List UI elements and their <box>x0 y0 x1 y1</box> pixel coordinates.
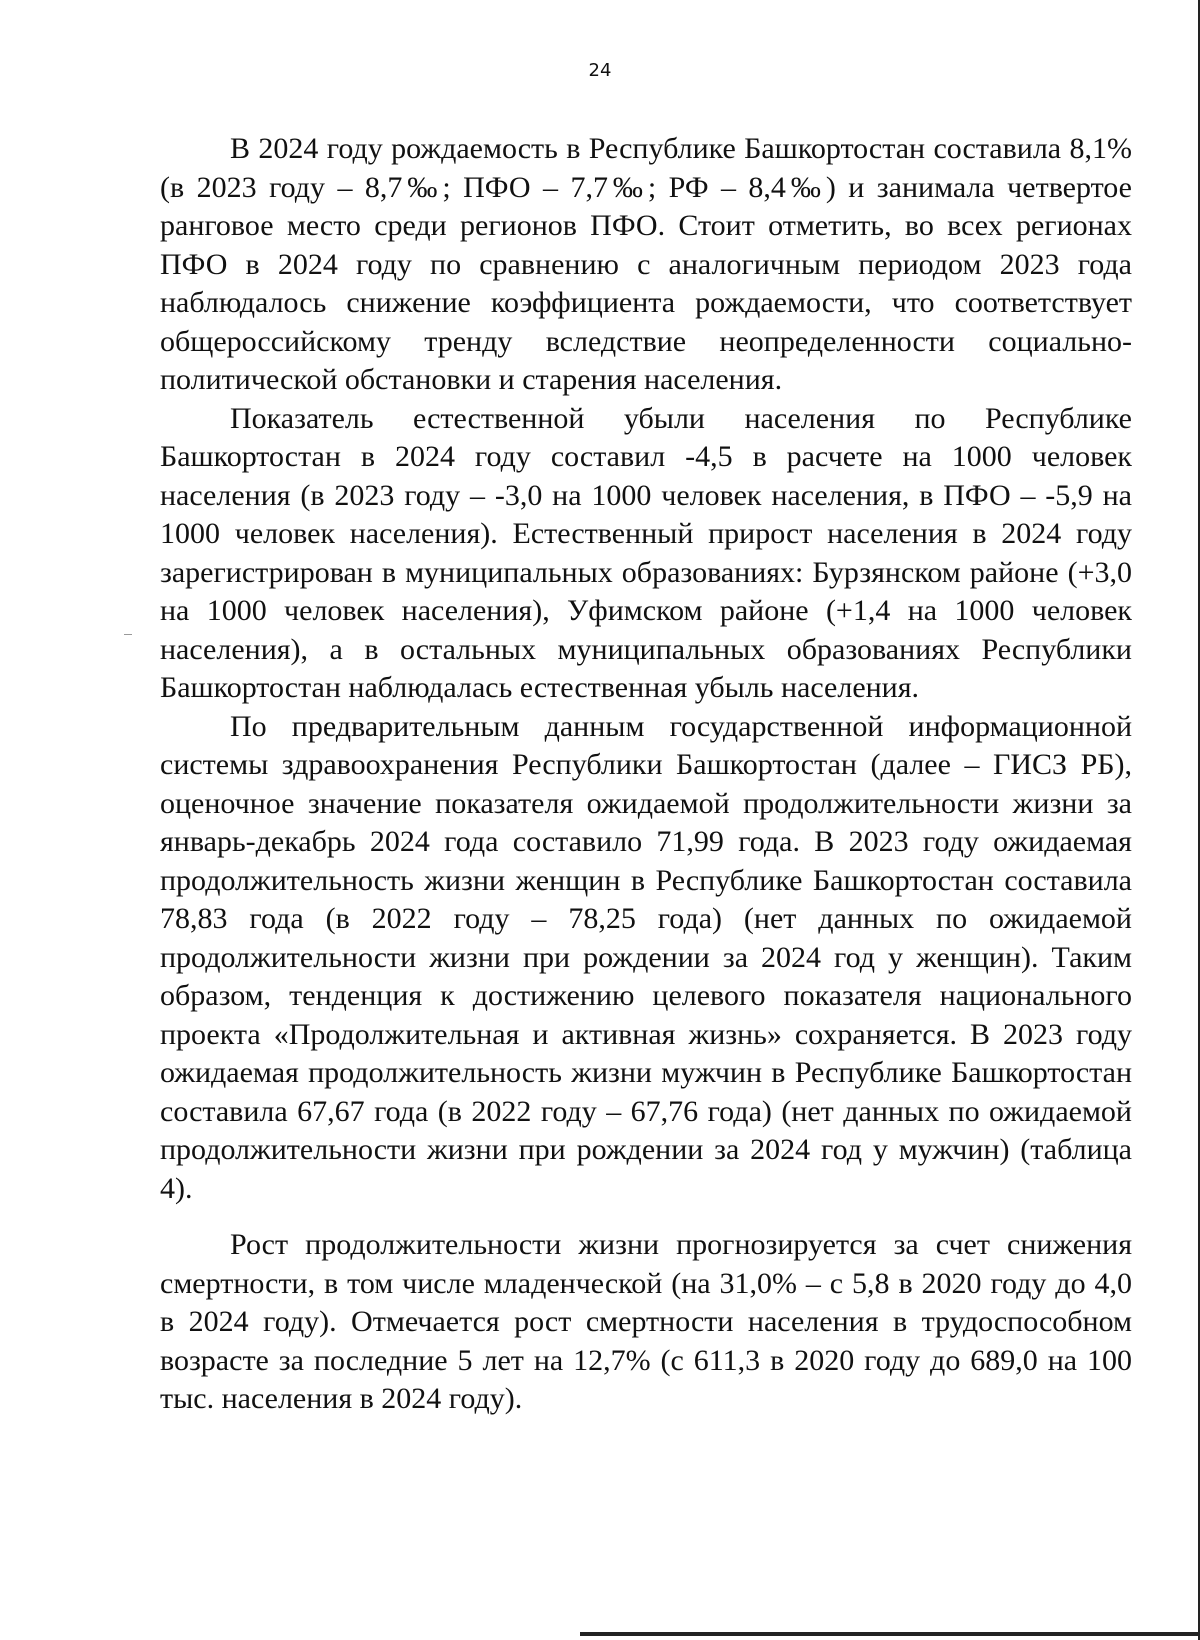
scan-speck <box>124 634 132 635</box>
paragraph-natural-decline: Показатель естественной убыли населения по Республике Башкортостан в 2024 году составил -4,5 в расчете на 1000 человек населения (в 2023 году – -3,0 на 1000 человек населения, в ПФО – -5,9 на 1000 человек населения). Естественный прирост населения в 2024 году зарегистрирован в муниципальных образованиях: Бурзянском районе (+3,0 на 1000 человек населения), Уфимском районе (+1,4 на 1000 человек населения), а в остальных муниципальных образованиях Республики Башкортостан наблюдалась естественная убыль населения. <box>160 401 1132 704</box>
body-text <box>160 130 1132 1419</box>
scan-bottom-edge <box>580 1632 1200 1636</box>
paragraph-mortality: Рост продолжительности жизни прогнозируется за счет снижения смертности, в том числе младенческой (на 31,0% – с 5,8 в 2020 году до 4,0 в 2024 году). Отмечается рост смертности населения в трудоспособном возрасте за последние 5 лет на 12,7% (с 611,3 в 2020 году до 689,0 на 100 тыс. населения в 2024 году). <box>160 1228 1132 1415</box>
paragraph-birth-rate: В 2024 году рождаемость в Республике Башкортостан составила 8,1% (в 2023 году – 8,7‰; ПФО – 7,7‰; РФ – 8,4‰) и занимала четвертое ранговое место среди регионов ПФО. Стоит отметить, во всех регионах ПФО в 2024 году по сравнению с аналогичным периодом 2023 года наблюдалось снижение коэффициента рождаемости, что соответствует общероссийскому тренду вследствие неопределенности социально-политической обстановки и старения населения. <box>160 132 1132 396</box>
page-number: 24 <box>588 60 612 81</box>
paragraph-life-expectancy: По предварительным данным государственной информационной системы здравоохранения Республики Башкортостан (далее – ГИСЗ РБ), оценочное значение показателя ожидаемой продолжительности жизни за январь-декабрь 2024 года составило 71,99 года. В 2023 году ожидаемая продолжительность жизни женщин в Республике Башкортостан составила 78,83 года (в 2022 году – 78,25 года) (нет данных по ожидаемой продолжительности жизни при рождении за 2024 год у женщин). Таким образом, тенденция к достижению целевого показателя национального проекта «Продолжительная и активная жизнь» сохраняется. В 2023 году ожидаемая продолжительность жизни мужчин в Республике Башкортостан составила 67,67 года (в 2022 году – 67,76 года) (нет данных по ожидаемой продолжительности жизни при рождении за 2024 год у мужчин) (таблица 4). <box>160 709 1132 1205</box>
